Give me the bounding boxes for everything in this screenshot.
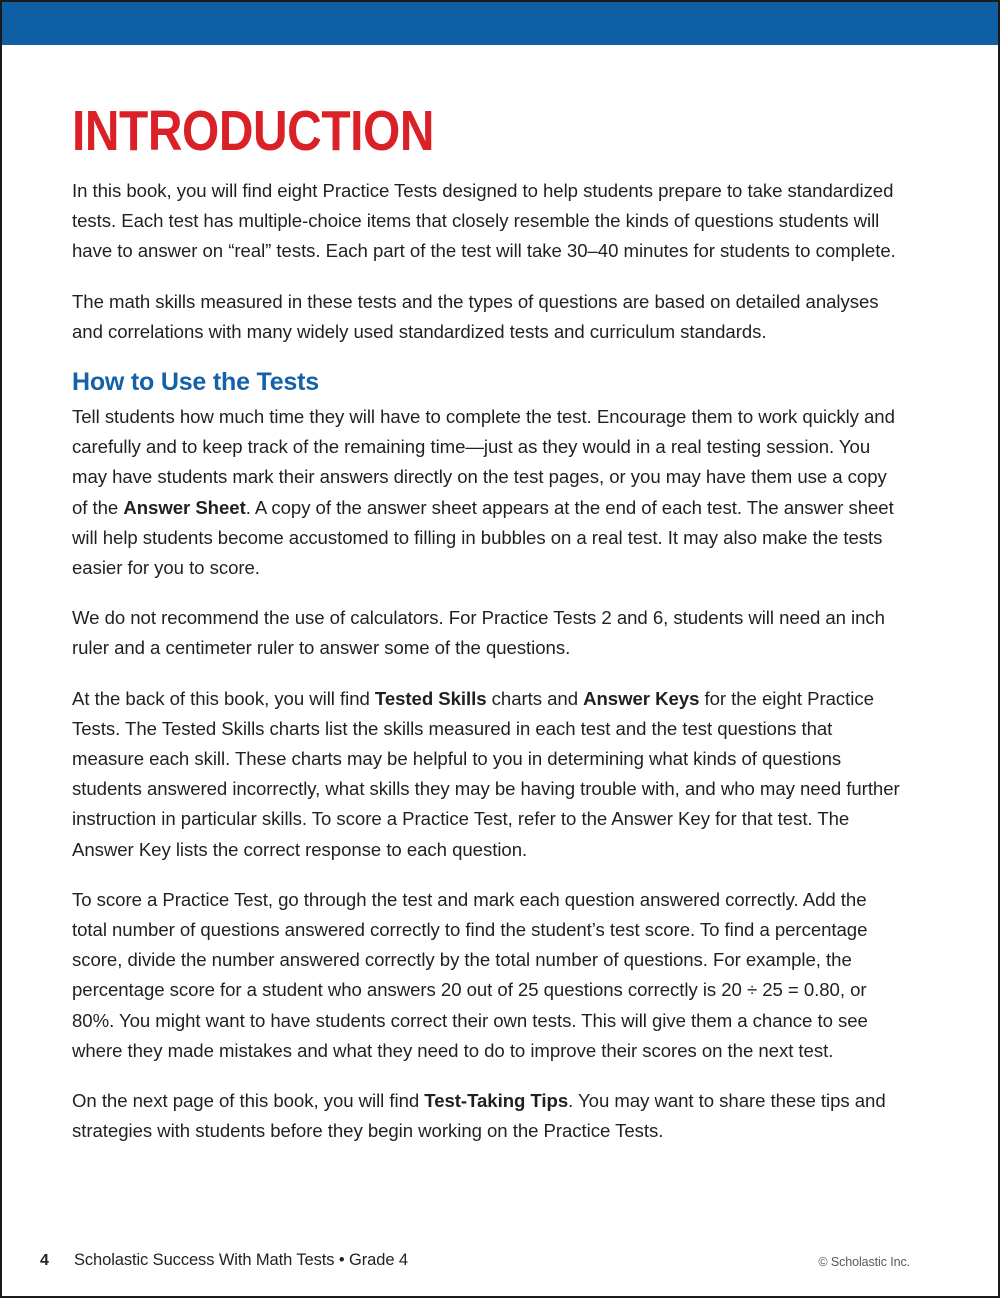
intro-paragraph-2: The math skills measured in these tests and the types of questions are based on detailed analyses and correlations with many widely used standardized tests and curriculum standards. bbox=[72, 290, 879, 342]
emphasis-answer-keys: Answer Keys bbox=[583, 687, 700, 709]
paragraph-text-run: At the back of this book, you will find bbox=[72, 687, 375, 709]
paragraph-text-run: for the eight Practice Tests. The Tested Skills charts list the skills measured in each test and the test questions that measure each skill. These charts may be helpful to you in determining what kinds of questions students answered incorrectly, what skills they may be having trouble with, and who may need further instruction in particular skills. To score a Practice Test, refer to the Answer Key for that test. The Answer Key lists the correct response to each question. bbox=[72, 687, 900, 860]
footer-page-number: 4 bbox=[40, 1252, 49, 1269]
section-heading-how-to-use-the-tests: How to Use the Tests bbox=[72, 368, 319, 397]
footer-copyright: © Scholastic Inc. bbox=[818, 1255, 910, 1269]
page-title: INTRODUCTION bbox=[72, 99, 435, 163]
how-to-use-paragraph-5 bbox=[72, 1086, 904, 1146]
paragraph-text-run: Tell students how much time they will have to complete the test. Encourage them to work quickly and carefully and to keep track of the remaining time—just as they would in a real testing session. You may have students mark their answers directly on the test pages, or you may have them use a copy of the bbox=[72, 406, 895, 518]
page-content bbox=[72, 99, 904, 1146]
paragraph-text-run: . You may want to share these tips and strategies with students before they begin working on the Practice Tests. bbox=[72, 1090, 886, 1142]
page-footer bbox=[2, 1248, 998, 1270]
how-to-use-paragraph-2: We do not recommend the use of calculators. For Practice Tests 2 and 6, students will need an inch ruler and a centimeter ruler to answer some of the questions. bbox=[72, 607, 885, 659]
emphasis-answer-sheet: Answer Sheet bbox=[123, 496, 246, 518]
footer-left-group bbox=[40, 1251, 408, 1270]
header-bar bbox=[2, 2, 998, 45]
paragraph-text-run: . A copy of the answer sheet appears at the end of each test. The answer sheet will help students become accustomed to filling in bubbles on a real test. It may also make the tests easier for you to score. bbox=[72, 496, 894, 579]
paragraph-text-run: On the next page of this book, you will find bbox=[72, 1090, 425, 1112]
footer-book-title: Scholastic Success With Math Tests • Grade 4 bbox=[74, 1251, 408, 1269]
how-to-use-paragraph-3 bbox=[72, 684, 904, 865]
paragraph-text-run: charts and bbox=[486, 687, 584, 709]
emphasis-tested-skills: Tested Skills bbox=[374, 687, 487, 709]
how-to-use-paragraph-1 bbox=[72, 402, 904, 583]
how-to-use-paragraph-4: To score a Practice Test, go through the test and mark each question answered correctly. Add the total number of questions answered correctly to find the student’s test score. To find a percentage score, divide the number answered correctly by the total number of questions. For example, the percentage score for a student who answers 20 out of 25 questions correctly is 20 ÷ 25 = 0.80, or 80%. You might want to have students correct their own tests. This will give them a chance to see where they made mistakes and what they need to do to improve their scores on the next test. bbox=[72, 888, 868, 1061]
emphasis-test-taking-tips: Test-Taking Tips bbox=[424, 1090, 569, 1112]
intro-paragraph-1: In this book, you will find eight Practice Tests designed to help students prepare to take standardized tests. Each test has multiple-choice items that closely resemble the kinds of questions students will have to answer on “real” tests. Each part of the test will take 30–40 minutes for students to complete. bbox=[72, 180, 896, 262]
